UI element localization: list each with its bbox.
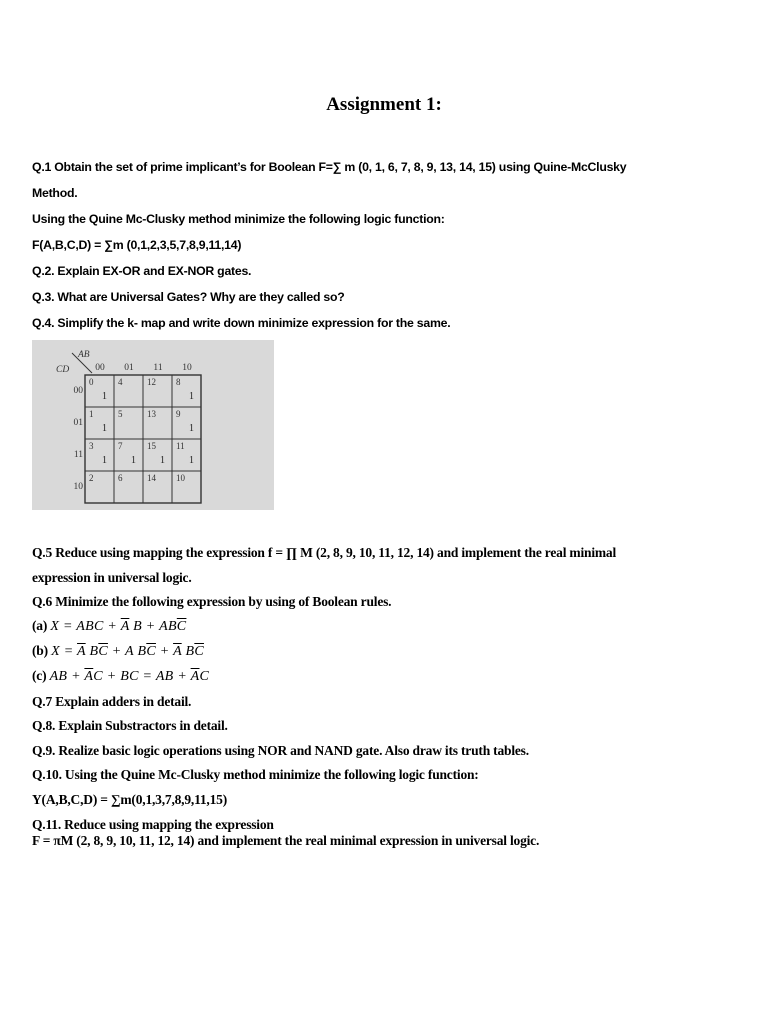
q1-line4: F(A,B,C,D) = ∑m (0,1,2,3,5,7,8,9,11,14) bbox=[32, 238, 242, 252]
k-map-row-header-3: 10 bbox=[73, 482, 83, 492]
q6-c bbox=[32, 668, 209, 685]
k-map-cell-index-0-3: 8 bbox=[176, 377, 181, 387]
k-map-cell-index-1-1: 5 bbox=[118, 409, 123, 419]
k-map-cell-value-1-0: 1 bbox=[102, 423, 107, 434]
k-map-cell-index-2-0: 3 bbox=[89, 441, 94, 451]
k-map-cell-value-0-0: 1 bbox=[102, 391, 107, 402]
k-map-cell-index-2-2: 15 bbox=[147, 441, 156, 451]
k-map-col-var: AB bbox=[78, 350, 90, 360]
k-map-cell-value-2-3: 1 bbox=[189, 455, 194, 466]
q7-text: Q.7 Explain adders in detail. bbox=[32, 694, 192, 709]
k-map-cell-index-1-2: 13 bbox=[147, 409, 156, 419]
k-map-cell-value-1-3: 1 bbox=[189, 423, 194, 434]
q6-heading: Q.6 Minimize the following expression by using of Boolean rules. bbox=[32, 594, 392, 609]
q6-c-expression: AB + $\overline{A}C$ + BC = AB + $\overline{A}C$ bbox=[49, 669, 210, 684]
q1-line1: Q.1 Obtain the set of prime implicant’s for Boolean F=∑ m (0, 1, 6, 7, 8, 9, 13, 14, 15) using Quine-McClusky bbox=[32, 160, 627, 174]
q6-c-label: (c) bbox=[32, 668, 47, 683]
k-map-cell-index-3-3: 10 bbox=[176, 473, 185, 483]
k-map-cell-value-2-1: 1 bbox=[131, 455, 136, 466]
q10-line2: Y(A,B,C,D) = ∑m(0,1,3,7,8,9,11,15) bbox=[32, 792, 228, 807]
page-title: Assignment 1: bbox=[326, 94, 442, 115]
q5-line1: Q.5 Reduce using mapping the expression f = ∏ M (2, 8, 9, 10, 11, 12, 14) and implement the real minimal bbox=[32, 545, 617, 560]
k-map-cell-index-3-1: 6 bbox=[118, 473, 123, 483]
k-map-cell-index-3-0: 2 bbox=[89, 473, 94, 483]
q8-text: Q.8. Explain Substractors in detail. bbox=[32, 718, 228, 733]
q6-a bbox=[32, 618, 186, 635]
k-map-cell-value-2-2: 1 bbox=[160, 455, 165, 466]
q6-b bbox=[32, 643, 204, 660]
q6-a-expression: X = ABC + $\overline{A}$ $B + AB\overline{C}$ bbox=[50, 619, 187, 634]
k-map-row-header-1: 01 bbox=[73, 418, 83, 428]
k-map-cell-index-1-3: 9 bbox=[176, 409, 181, 419]
k-map-row-var: CD bbox=[56, 365, 70, 375]
q10-line1: Q.10. Using the Quine Mc-Clusky method minimize the following logic function: bbox=[32, 767, 479, 782]
q6-a-label: (a) bbox=[32, 618, 48, 633]
q5-line2: expression in universal logic. bbox=[32, 570, 192, 585]
k-map-row-header-2: 11 bbox=[73, 450, 83, 460]
k-map-cell-index-0-0: 0 bbox=[89, 377, 94, 387]
k-map-cell-index-3-2: 14 bbox=[147, 473, 156, 483]
k-map-cell-index-2-3: 11 bbox=[176, 441, 185, 451]
q9-text: Q.9. Realize basic logic operations using NOR and NAND gate. Also draw its truth tables. bbox=[32, 743, 529, 758]
k-map-col-header-0: 00 bbox=[95, 363, 105, 373]
q1-line3: Using the Quine Mc-Clusky method minimize the following logic function: bbox=[32, 212, 445, 226]
q11-line2: F = πM (2, 8, 9, 10, 11, 12, 14) and implement the real minimal expression in universal logic. bbox=[32, 833, 540, 848]
k-map-col-header-3: 10 bbox=[182, 363, 192, 373]
q6-b-label: (b) bbox=[32, 643, 48, 658]
k-map-cell-value-2-0: 1 bbox=[102, 455, 107, 466]
k-map-cell-index-0-2: 12 bbox=[147, 377, 156, 387]
q2-text: Q.2. Explain EX-OR and EX-NOR gates. bbox=[32, 264, 252, 278]
k-map-figure bbox=[32, 340, 274, 510]
k-map-col-header-1: 01 bbox=[124, 363, 134, 373]
q4-text: Q.4. Simplify the k- map and write down minimize expression for the same. bbox=[32, 316, 451, 330]
q1-line2: Method. bbox=[32, 186, 78, 200]
k-map-row-header-0: 00 bbox=[73, 386, 83, 396]
k-map-cell-value-0-3: 1 bbox=[189, 391, 194, 402]
k-map-cell-index-1-0: 1 bbox=[89, 409, 94, 419]
k-map-col-header-2: 11 bbox=[153, 363, 163, 373]
k-map-cell-index-0-1: 4 bbox=[118, 377, 123, 387]
k-map-cell-index-2-1: 7 bbox=[118, 441, 123, 451]
k-map-svg bbox=[32, 340, 274, 510]
q11-line1: Q.11. Reduce using mapping the expression bbox=[32, 817, 274, 832]
k-map-grid bbox=[74, 363, 202, 503]
q3-text: Q.3. What are Universal Gates? Why are they called so? bbox=[32, 290, 345, 304]
q6-b-expression: $X = \overline{A}$ $B\overline{C} + A$ $B\overline{C} + \overline{A}$ $B\overline{C}$ bbox=[51, 644, 204, 659]
